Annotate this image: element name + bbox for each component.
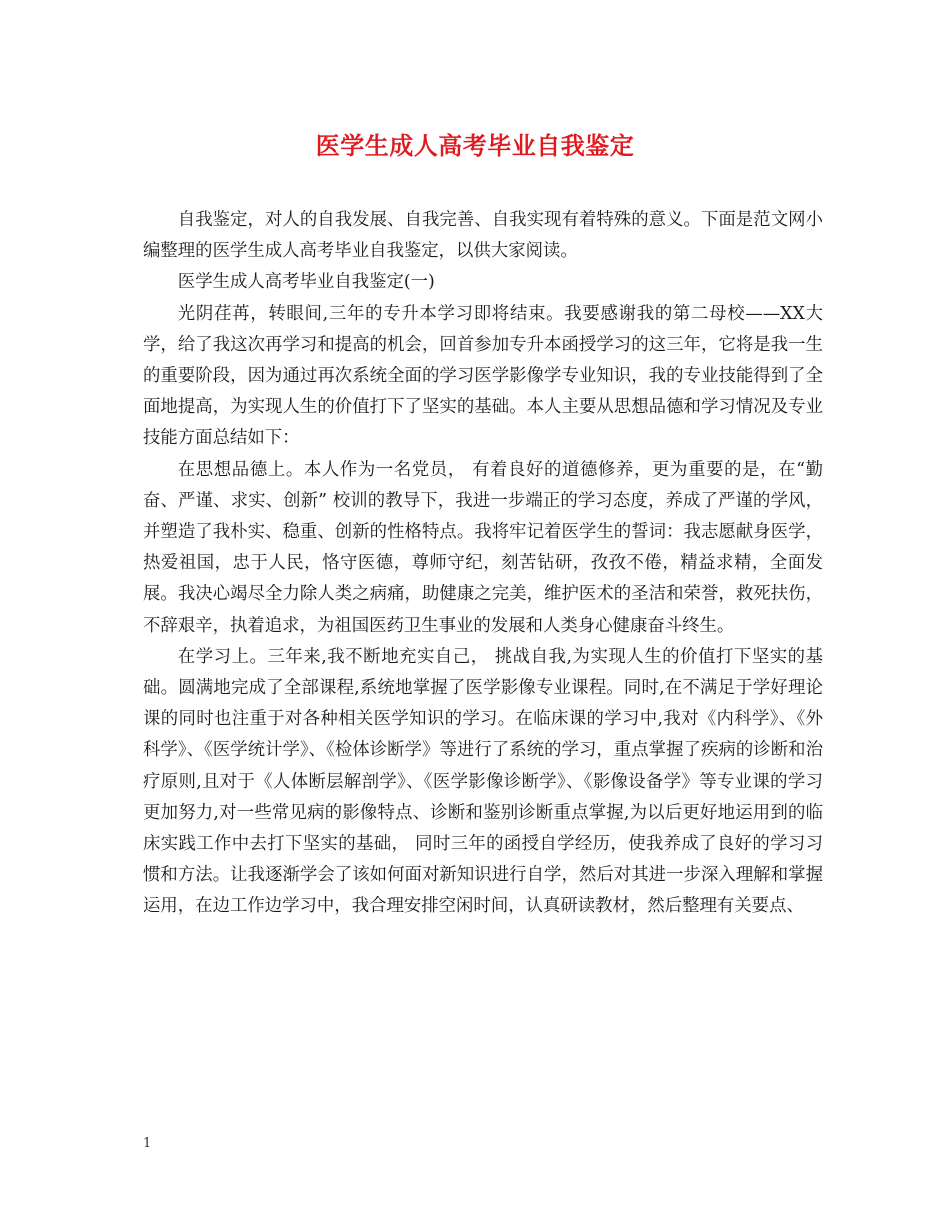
document-body (143, 205, 823, 923)
section-heading: 医学生成人高考毕业自我鉴定(一) (177, 272, 435, 293)
paragraph-study: 在学习上。三年来,我不断地充实自己， 挑战自我,为实现人生的价值打下坚实的基础。圆满地完成了全部课程,系统地掌握了医学影像专业课程。同时,在不满足于学好理论课的同时也注重于对各种相关医学知识的学习。在临床课的学习中,我对《内科学》、《外科学》、《医学统计学》、《检体诊断学》等进行了系统的学习，重点掌握了疾病的诊断和治疗原则,且对于《人体断层解剖学》、《医学影像诊断学》、《影像设备学》等专业课的学习更加努力,对一些常见病的影像特点、诊断和鉴别诊断重点掌握,为以后更好地运用到的临床实践工作中去打下坚实的基础， 同时三年的函授自学经历，使我养成了良好的学习习惯和方法。让我逐渐学会了该如何面对新知识进行自学，然后对其进一步深入理解和掌握运用，在边工作边学习中，我合理安排空闲时间，认真研读教材，然后整理有关要点、 (143, 646, 823, 917)
page-number: 1 (143, 1136, 152, 1151)
paragraph-moral-character: 在思想品德上。本人作为一名党员， 有着良好的道德修养，更为重要的是，在“勤奋、严谨、求实、创新” 校训的教导下，我进一步端正的学习态度，养成了严谨的学风，并塑造了我朴实、稳重、创新的性格特点。我将牢记着医学生的誓词：我志愿献身医学，热爱祖国，忠于人民，恪守医德，尊师守纪，刻苦钻研，孜孜不倦，精益求精，全面发展。我决心竭尽全力除人类之病痛，助健康之完美，维护医术的圣洁和荣誉，救死扶伤，不辞艰辛，执着追求，为祖国医药卫生事业的发展和人类身心健康奋斗终生。 (143, 459, 823, 636)
paragraph-overview: 光阴荏苒，转眼间,三年的专升本学习即将结束。我要感谢我的第二母校——XX大学，给了我这次再学习和提高的机会，回首参加专升本函授学习的这三年，它将是我一生的重要阶段，因为通过再次系统全面的学习医学影像学专业知识，我的专业技能得到了全面地提高，为实现人生的价值打下了坚实的基础。本人主要从思想品德和学习情况及专业技能方面总结如下： (143, 303, 823, 449)
paragraph-intro: 自我鉴定，对人的自我发展、自我完善、自我实现有着特殊的意义。下面是范文网小编整理的医学生成人高考毕业自我鉴定，以供大家阅读。 (143, 210, 823, 262)
page-title: 医学生成人高考毕业自我鉴定 (315, 131, 635, 160)
